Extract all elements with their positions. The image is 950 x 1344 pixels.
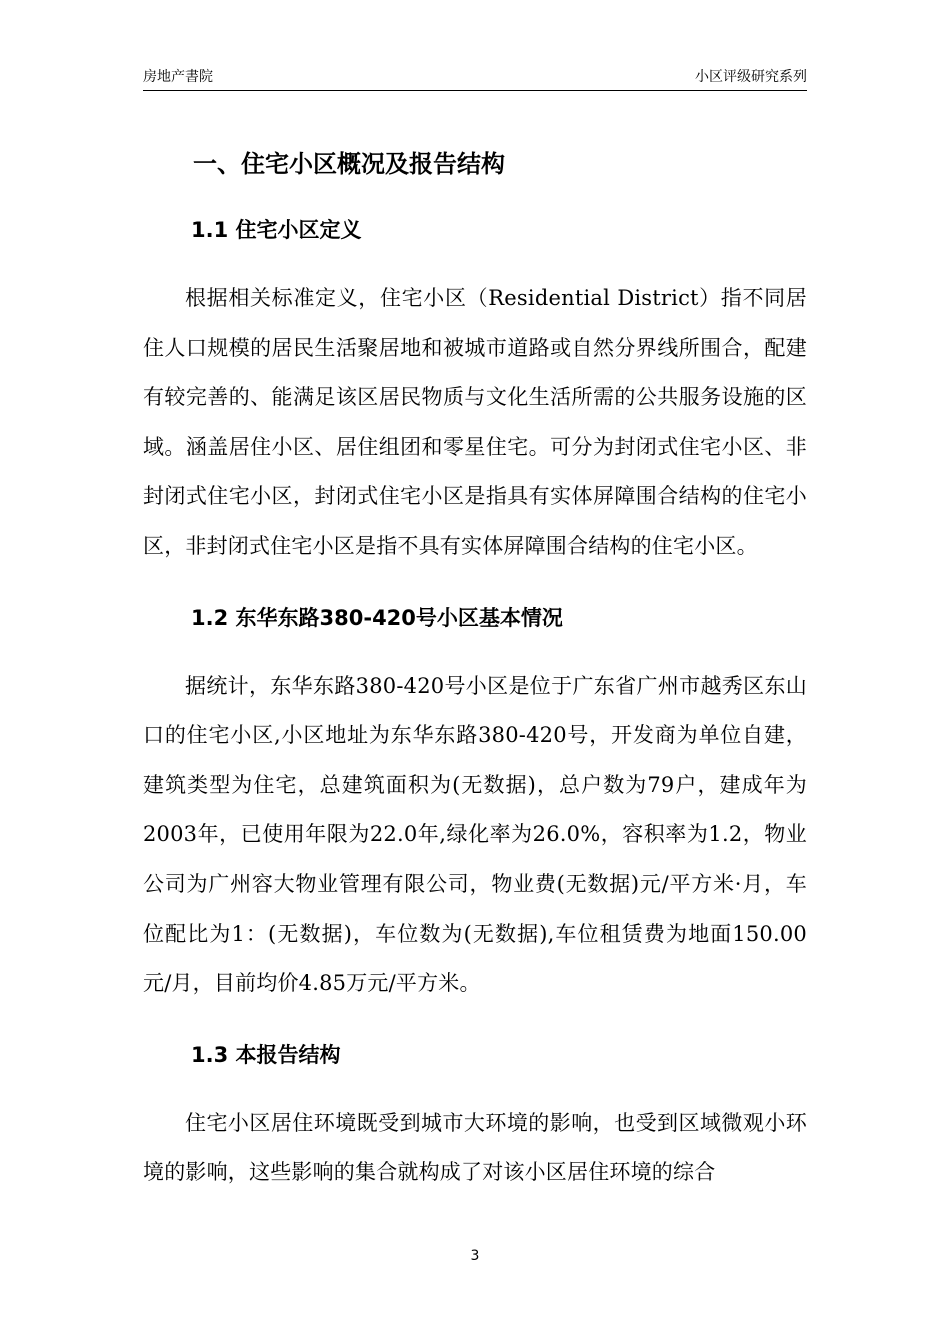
subsection-title-1-1: 1.1 住宅小区定义 bbox=[191, 218, 362, 242]
paragraph-report-structure: 住宅小区居住环境既受到城市大环境的影响，也受到区域微观小环境的影响，这些影响的集合就构成了对该小区居住环境的综合 bbox=[143, 1110, 807, 1185]
header-divider bbox=[143, 90, 807, 91]
subsection-title-1-2: 1.2 东华东路380-420号小区基本情况 bbox=[191, 605, 563, 630]
header-publisher: 房地产書院 bbox=[143, 69, 213, 85]
page-header bbox=[143, 66, 807, 88]
page-body bbox=[143, 140, 807, 1198]
paragraph-basic-info: 据统计，东华东路380-420号小区是位于广东省广州市越秀区东山口的住宅小区,小区地址为东华东路380-420号，开发商为单位自建，建筑类型为住宅，总建筑面积为(无数据)，总户数为79户，建成年为2003年，已使用年限为22.0年,绿化率为26.0%，容积率为1.2，物业公司为广州容大物业管理有限公司，物业费(无数据)元/平方米·月，车位配比为1：(无数据)，车位数为(无数据),车位租赁费为地面150.00元/月，目前均价4.85万元/平方米。 bbox=[143, 673, 807, 996]
header-series-title: 小区评级研究系列 bbox=[695, 69, 807, 85]
page-number: 3 bbox=[470, 1248, 480, 1264]
paragraph-definition: 根据相关标准定义，住宅小区（Residential District）指不同居住人口规模的居民生活聚居地和被城市道路或自然分界线所围合，配建有较完善的、能满足该区居民物质与文化生活所需的公共服务设施的区域。涵盖居住小区、居住组团和零星住宅。可分为封闭式住宅小区、非封闭式住宅小区，封闭式住宅小区是指具有实体屏障围合结构的住宅小区，非封闭式住宅小区是指不具有实体屏障围合结构的住宅小区。 bbox=[143, 286, 807, 558]
subsection-title-1-3: 1.3 本报告结构 bbox=[191, 1042, 341, 1067]
section-title: 一、住宅小区概况及报告结构 bbox=[193, 150, 505, 178]
